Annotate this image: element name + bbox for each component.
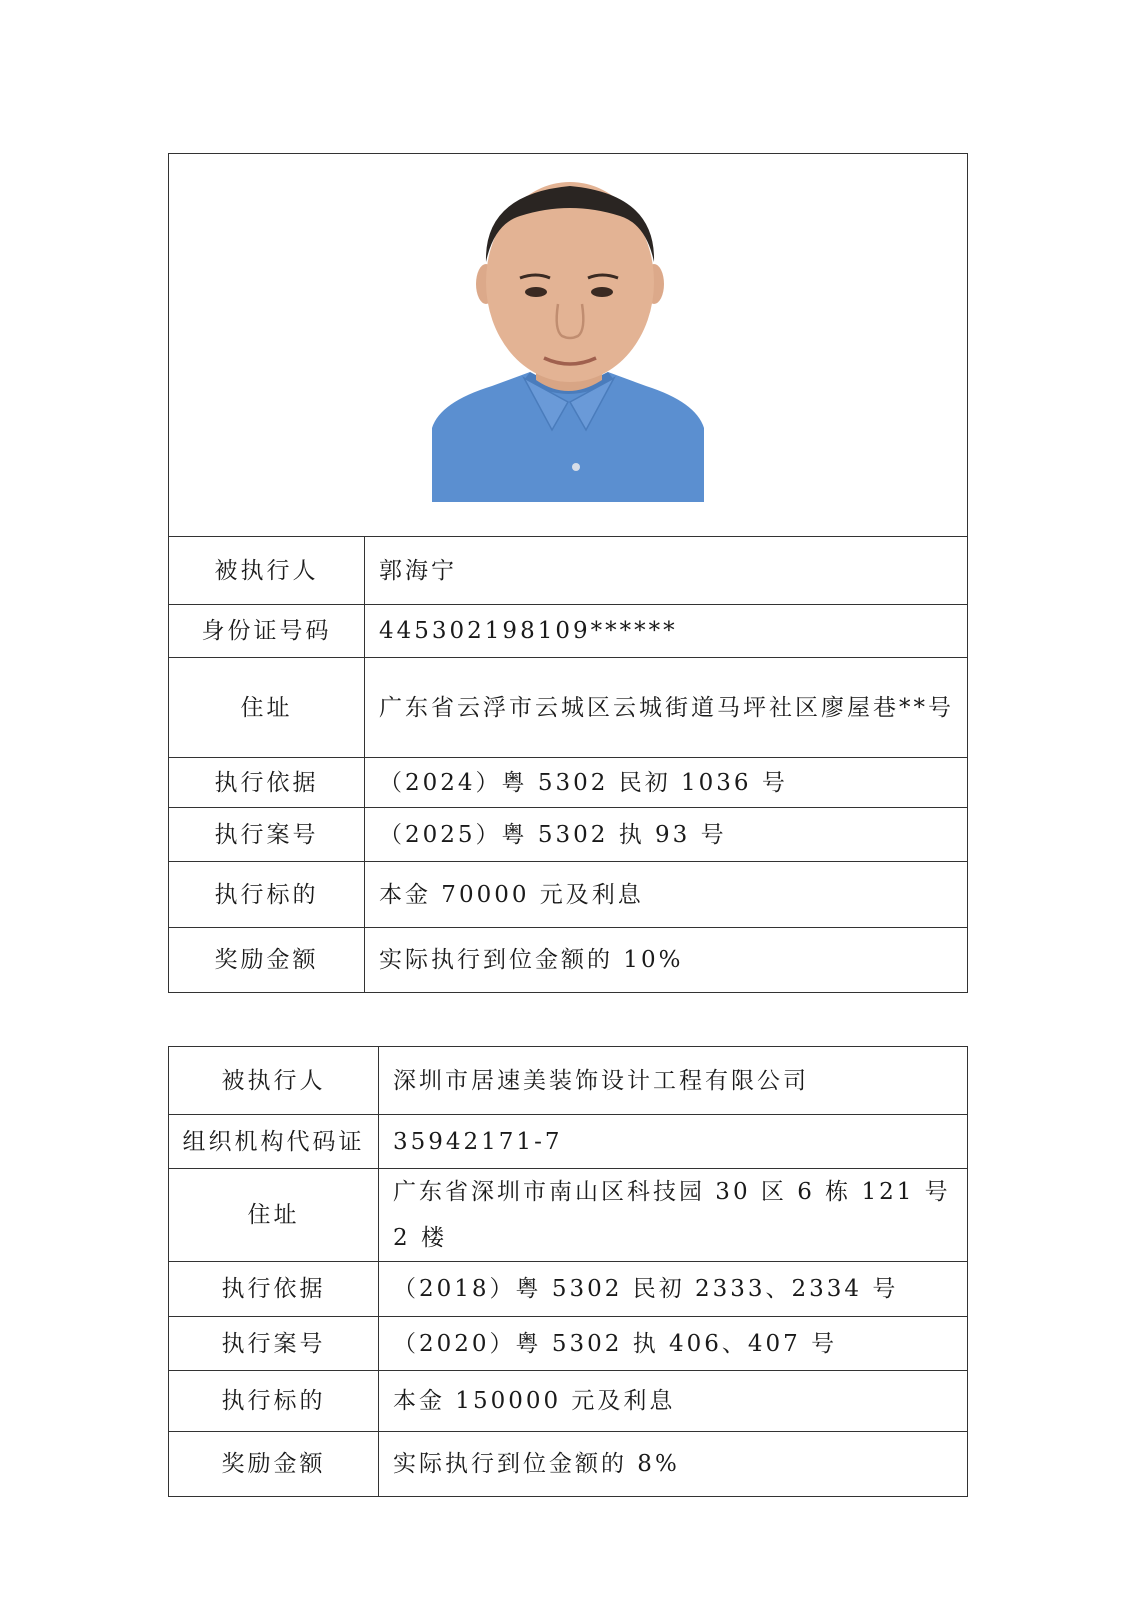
table-row [169, 758, 968, 808]
table-row [169, 1262, 968, 1317]
table-row [169, 1317, 968, 1371]
table-row [169, 1432, 968, 1497]
table-row [169, 537, 968, 605]
debtor-card-individual [168, 153, 968, 993]
field-value: （2020）粤 5302 执 406、407 号 [379, 1317, 968, 1371]
field-value: （2018）粤 5302 民初 2333、2334 号 [379, 1262, 968, 1317]
field-value: 实际执行到位金额的 8% [379, 1432, 968, 1497]
table-row [169, 1169, 968, 1262]
table-row [169, 928, 968, 993]
field-value: （2024）粤 5302 民初 1036 号 [365, 758, 968, 808]
field-value: 本金 150000 元及利息 [379, 1371, 968, 1432]
table-row [169, 1047, 968, 1115]
field-label: 组织机构代码证 [169, 1115, 379, 1169]
table-row [169, 605, 968, 658]
field-label: 奖励金额 [169, 1432, 379, 1497]
field-value: 实际执行到位金额的 10% [365, 928, 968, 993]
debtor-card-company [168, 1046, 968, 1497]
field-label: 执行案号 [169, 1317, 379, 1371]
table-row [169, 1371, 968, 1432]
field-label: 执行标的 [169, 1371, 379, 1432]
field-label: 住址 [169, 658, 365, 758]
field-label: 住址 [169, 1169, 379, 1262]
photo-row [169, 154, 968, 537]
field-value: 深圳市居速美装饰设计工程有限公司 [379, 1047, 968, 1115]
field-value: （2025）粤 5302 执 93 号 [365, 808, 968, 862]
table-row [169, 1115, 968, 1169]
field-label: 被执行人 [169, 1047, 379, 1115]
field-label: 身份证号码 [169, 605, 365, 658]
field-value: 35942171-7 [379, 1115, 968, 1169]
field-label: 奖励金额 [169, 928, 365, 993]
field-value: 广东省深圳市南山区科技园 30 区 6 栋 121 号 2 楼 [379, 1169, 968, 1262]
debtor-photo [432, 180, 704, 502]
field-value: 广东省云浮市云城区云城街道马坪社区廖屋巷**号 [365, 658, 968, 758]
field-value: 445302198109****** [365, 605, 968, 658]
table-row [169, 808, 968, 862]
table-row [169, 658, 968, 758]
field-label: 被执行人 [169, 537, 365, 605]
field-label: 执行依据 [169, 1262, 379, 1317]
table-row [169, 862, 968, 928]
field-value: 本金 70000 元及利息 [365, 862, 968, 928]
field-label: 执行标的 [169, 862, 365, 928]
field-label: 执行案号 [169, 808, 365, 862]
field-label: 执行依据 [169, 758, 365, 808]
field-value: 郭海宁 [365, 537, 968, 605]
photo-cell [169, 154, 968, 537]
